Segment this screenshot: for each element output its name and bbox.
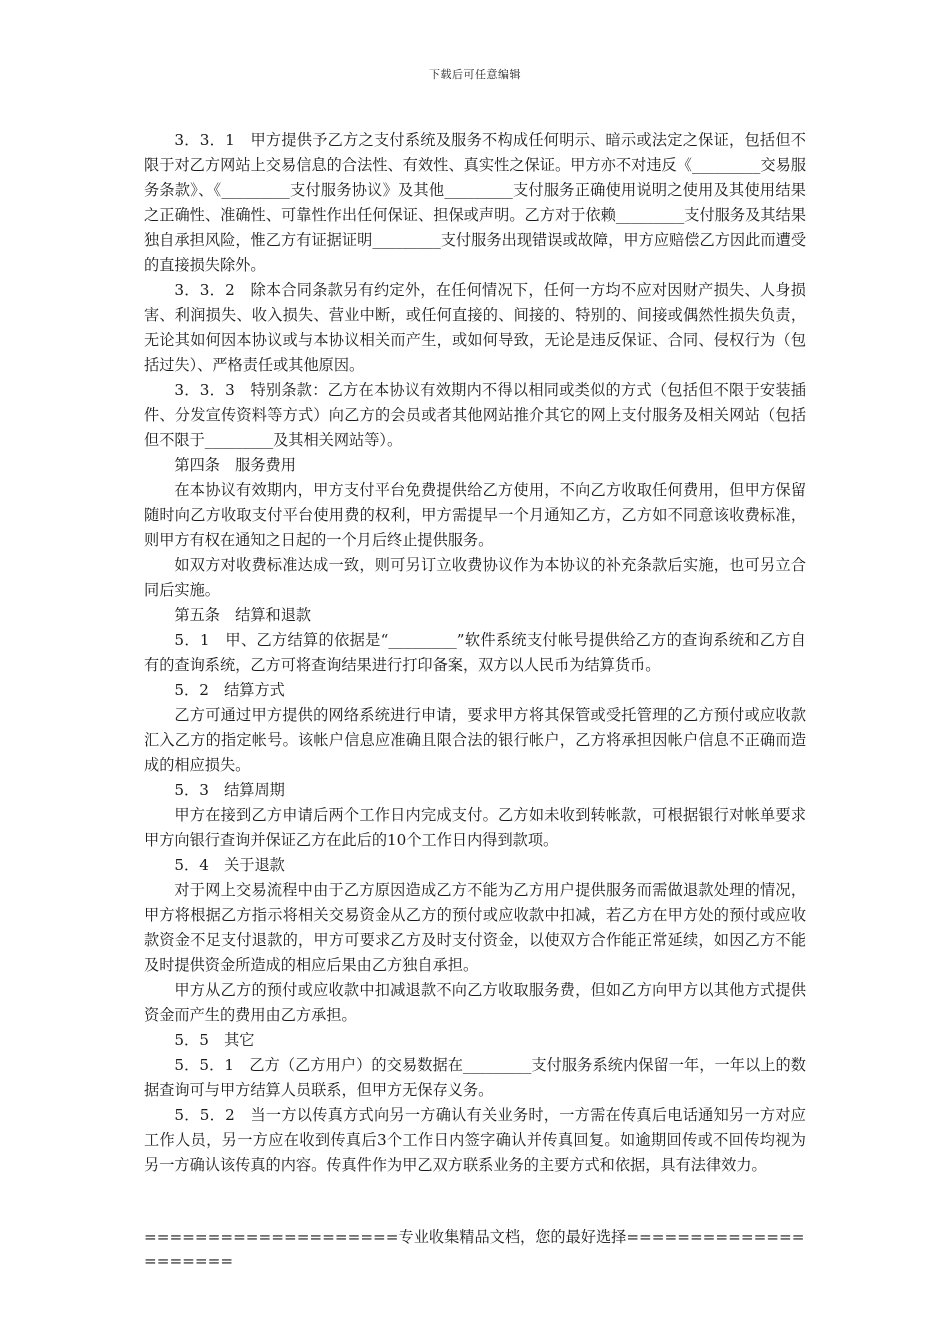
paragraph-5-1: 5．1 甲、乙方结算的依据是“_________”软件系统支付帐号提供给乙方的查询系统和乙方自有的查询系统，乙方可将查询结果进行打印备案，双方以人民币为结算货币。	[144, 631, 806, 674]
paragraph-5-5-2: 5．5．2 当一方以传真方式向另一方确认有关业务时，一方需在传真后电话通知另一方对应工作人员，另一方应在收到传真后3个工作日内签字确认并传真回复。如逾期回传或不回传均视为另一方确认该传真的内容。传真件作为甲乙双方联系业务的主要方式和依据，具有法律效力。	[144, 1106, 806, 1174]
paragraph-3-3-2: 3．3．2 除本合同条款另有约定外，在任何情况下，任何一方均不应对因财产损失、人身损害、利润损失、收入损失、营业中断，或任何直接的、间接的、特别的、间接或偶然性损失负责，无论其如何因本协议或与本协议相关而产生，或如何导致，无论是违反保证、合同、侵权行为（包括过失）、严格责任或其他原因。	[144, 281, 806, 374]
paragraph-3-3-1: 3．3．1 甲方提供予乙方之支付系统及服务不构成任何明示、暗示或法定之保证，包括但不限于对乙方网站上交易信息的合法性、有效性、真实性之保证。甲方亦不对违反《_________交易服务条款》、《_________支付服务协议》及其他_________支付服务正确使用说明之使用及其使用结果之正确性、准确性、可靠性作出任何保证、担保或声明。乙方对于依赖_________支付服务及其结果独自承担风险，惟乙方有证据证明_________支付服务出现错误或故障，甲方应赔偿乙方因此而遭受的直接损失除外。	[144, 131, 806, 274]
page-header: 下载后可任意编辑	[429, 68, 521, 81]
paragraph-5-5-1: 5．5．1 乙方（乙方用户）的交易数据在_________支付服务系统内保留一年，一年以上的数据查询可与甲方结算人员联系，但甲方无保存义务。	[144, 1056, 806, 1099]
section-5-3-heading: 5．3 结算周期	[174, 781, 285, 799]
paragraph-5-3-body: 甲方在接到乙方申请后两个工作日内完成支付。乙方如未收到转帐款，可根据银行对帐单要求甲方向银行查询并保证乙方在此后的10个工作日内得到款项。	[144, 806, 806, 849]
paragraph-article-4-body-2: 如双方对收费标准达成一致，则可另订立收费协议作为本协议的补充条款后实施，也可另立合同后实施。	[144, 556, 806, 599]
page-footer: ====================专业收集精品文档，您的最好选择=====================	[144, 1228, 805, 1270]
article-5-heading: 第五条 结算和退款	[174, 606, 312, 624]
paragraph-3-3-3: 3．3．3 特别条款：乙方在本协议有效期内不得以相同或类似的方式（包括但不限于安装插件、分发宣传资料等方式）向乙方的会员或者其他网站推介其它的网上支付服务及相关网站（包括但不限于_________及其相关网站等）。	[144, 381, 806, 449]
paragraph-5-4-body-1: 对于网上交易流程中由于乙方原因造成乙方不能为乙方用户提供服务而需做退款处理的情况，甲方将根据乙方指示将相关交易资金从乙方的预付或应收款中扣减，若乙方在甲方处的预付或应收款资金不足支付退款的，甲方可要求乙方及时支付资金，以使双方合作能正常延续，如因乙方不能及时提供资金所造成的相应后果由乙方独自承担。	[144, 881, 806, 974]
paragraph-article-4-body-1: 在本协议有效期内，甲方支付平台免费提供给乙方使用，不向乙方收取任何费用，但甲方保留随时向乙方收取支付平台使用费的权利，甲方需提早一个月通知乙方，乙方如不同意该收费标准，则甲方有权在通知之日起的一个月后终止提供服务。	[144, 481, 806, 549]
paragraph-5-2-body: 乙方可通过甲方提供的网络系统进行申请，要求甲方将其保管或受托管理的乙方预付或应收款汇入乙方的指定帐号。该帐户信息应准确且限合法的银行帐户，乙方将承担因帐户信息不正确而造成的相应损失。	[144, 706, 806, 774]
section-5-5-heading: 5．5 其它	[174, 1031, 255, 1049]
section-5-4-heading: 5．4 关于退款	[174, 856, 285, 874]
document-body	[144, 128, 806, 1178]
paragraph-5-4-body-2: 甲方从乙方的预付或应收款中扣减退款不向乙方收取服务费，但如乙方向甲方以其他方式提供资金而产生的费用由乙方承担。	[144, 981, 806, 1024]
section-5-2-heading: 5．2 结算方式	[174, 681, 285, 699]
article-4-heading: 第四条 服务费用	[174, 456, 296, 474]
